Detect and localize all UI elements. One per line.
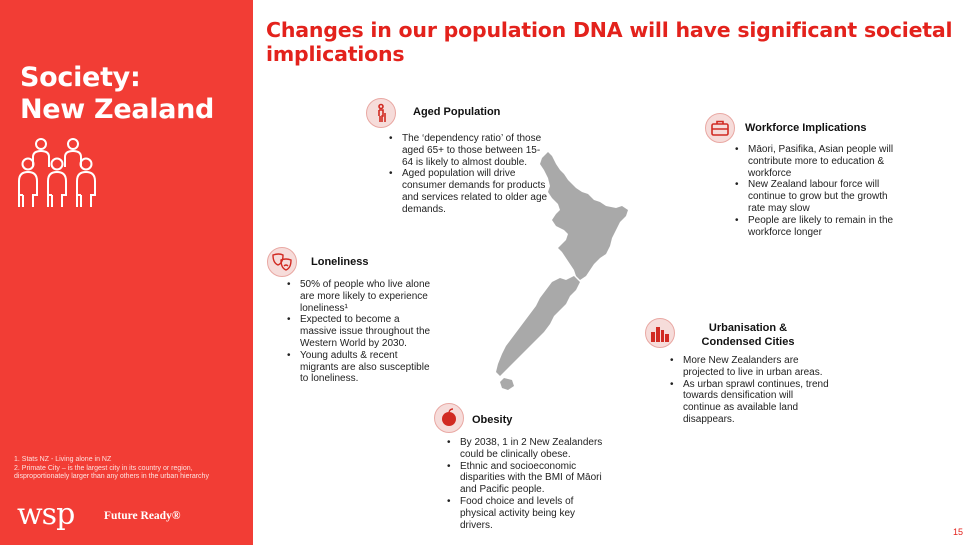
urbanisation-title-line1: Urbanisation & (708, 322, 788, 334)
apple-icon (434, 403, 464, 433)
loneliness-list (286, 279, 436, 385)
list-item: • People are likely to remain in the workforce longer (734, 215, 894, 239)
loneliness-title: Loneliness (311, 256, 369, 268)
briefcase-icon (705, 113, 735, 143)
sidebar (0, 0, 253, 545)
list-item: • Food choice and levels of physical activity being key drivers. (446, 496, 606, 531)
obesity-title: Obesity (472, 414, 513, 426)
list-item: • By 2038, 1 in 2 New Zealanders could be clinically obese. (446, 437, 606, 461)
list-item: • The ‘dependency ratio’ of those aged 65+ to those between 15-64 is likely to almost double. (388, 133, 548, 168)
workforce-list (734, 144, 894, 238)
footnote-1: 1. Stats NZ - Living alone in NZ (14, 456, 112, 463)
list-item: • As urban sprawl continues, trend towards densification will continue as available land disappears. (669, 379, 829, 426)
workforce-implications-title: Workforce Implications (745, 122, 867, 134)
list-item: • New Zealand labour force will continue to grow but the growth rate may slow (734, 179, 894, 214)
page-number: 15 (953, 527, 964, 537)
city-buildings-icon (645, 318, 675, 348)
aged-population-title: Aged Population (413, 106, 501, 118)
sidebar-title-line1: Society: (20, 62, 141, 93)
list-item: • Māori, Pasifika, Asian people will contribute more to education & workforce (734, 144, 894, 179)
people-group-icon (16, 137, 100, 209)
footnote-2: 2. Primate City – is the largest city in its country or region, disproportionately larger than any others in the urban hierarchy (14, 464, 209, 481)
urbanisation-list (669, 355, 829, 426)
tagline: Future Ready® (104, 510, 181, 522)
list-item: • Expected to become a massive issue throughout the Western World by 2030. (286, 314, 436, 349)
list-item: • More New Zealanders are projected to live in urban areas. (669, 355, 829, 379)
obesity-list (446, 437, 606, 531)
sidebar-title-line2: New Zealand (20, 94, 215, 125)
elderly-person-icon (366, 98, 396, 128)
list-item: • Aged population will drive consumer demands for products and services related to older age demands. (388, 168, 548, 215)
theatre-masks-icon (267, 247, 297, 277)
list-item: • 50% of people who live alone are more likely to experience loneliness¹ (286, 279, 436, 314)
wsp-logo (17, 500, 95, 536)
list-item: • Young adults & recent migrants are also susceptible to loneliness. (286, 350, 436, 385)
footnotes (14, 456, 229, 482)
urbanisation-title-line2: Condensed Cities (701, 336, 795, 348)
sidebar-title (20, 62, 214, 126)
svg-text:wsp: wsp (17, 500, 75, 532)
page-title: Changes in our population DNA will have significant societal implications (266, 18, 953, 66)
list-item: • Ethnic and socioeconomic disparities with the BMI of Māori and Pacific people. (446, 461, 606, 496)
urbanisation-title (688, 321, 808, 349)
aged-population-list (388, 133, 548, 216)
